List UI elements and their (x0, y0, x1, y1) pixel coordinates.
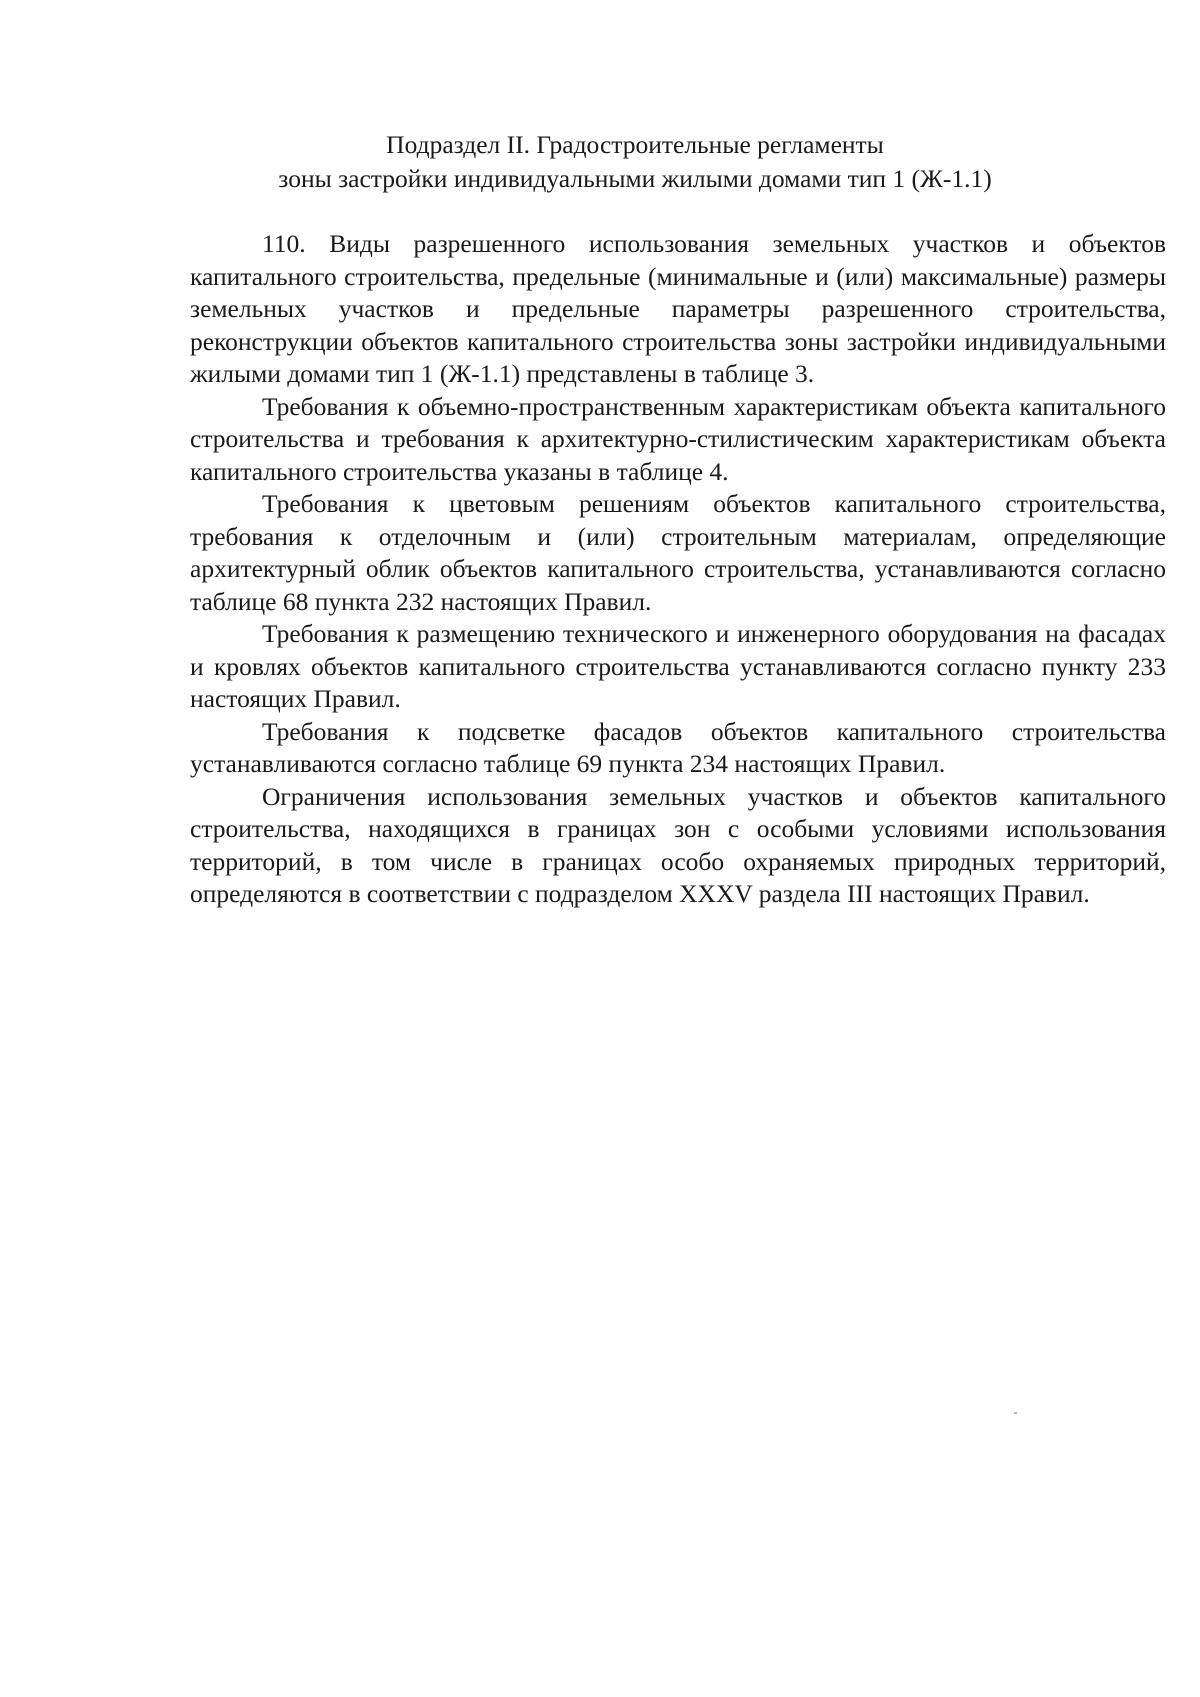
paragraph-usage-restrictions: Ограничения использования земельных участков и объектов капитального строительства, находящихся в границах зон с особыми условиями использования территорий, в том числе в границах особо охраняемых природных территорий, определяются в соответствии с подразделом XXXV раздела III настоящих Правил. (190, 781, 1166, 908)
heading-line-1: Подраздел II. Градостроительные регламенты (386, 130, 884, 159)
paragraph-color-requirements: Требования к цветовым решениям объектов капитального строительства, требования к отделочным и (или) строительным материалам, определяющие архитектурный облик объектов капитального строительства, устанавливаются согласно таблице 68 пункта 232 настоящих Правил. (190, 489, 1166, 616)
heading-line-2: зоны застройки индивидуальными жилыми домами тип 1 (Ж-1.1) (278, 164, 992, 193)
paragraph-110: 110. Виды разрешенного использования земельных участков и объектов капитального строительства, предельные (минимальные и (или) максимальные) размеры земельных участков и предельные параметры разрешенного строительства, реконструкции объектов капитального строительства зоны застройки индивидуальными жилыми домами тип 1 (Ж-1.1) представлены в таблице 3. (190, 229, 1166, 388)
paragraph-volume-spatial-requirements: Требования к объемно-пространственным характеристикам объекта капитального строительства и требования к архитектурно-стилистическим характеристикам объекта капитального строительства указаны в таблице 4. (190, 391, 1166, 486)
paragraph-lighting-requirements: Требования к подсветке фасадов объектов капитального строительства устанавливаются согласно таблице 69 пункта 234 настоящих Правил. (190, 716, 1166, 778)
section-heading (190, 128, 1080, 196)
paragraph-equipment-requirements: Требования к размещению технического и инженерного оборудования на фасадах и кровлях объектов капитального строительства устанавливаются согласно пункту 233 настоящих Правил. (190, 619, 1166, 713)
scan-speck (1014, 1412, 1017, 1414)
document-body (190, 228, 1166, 911)
